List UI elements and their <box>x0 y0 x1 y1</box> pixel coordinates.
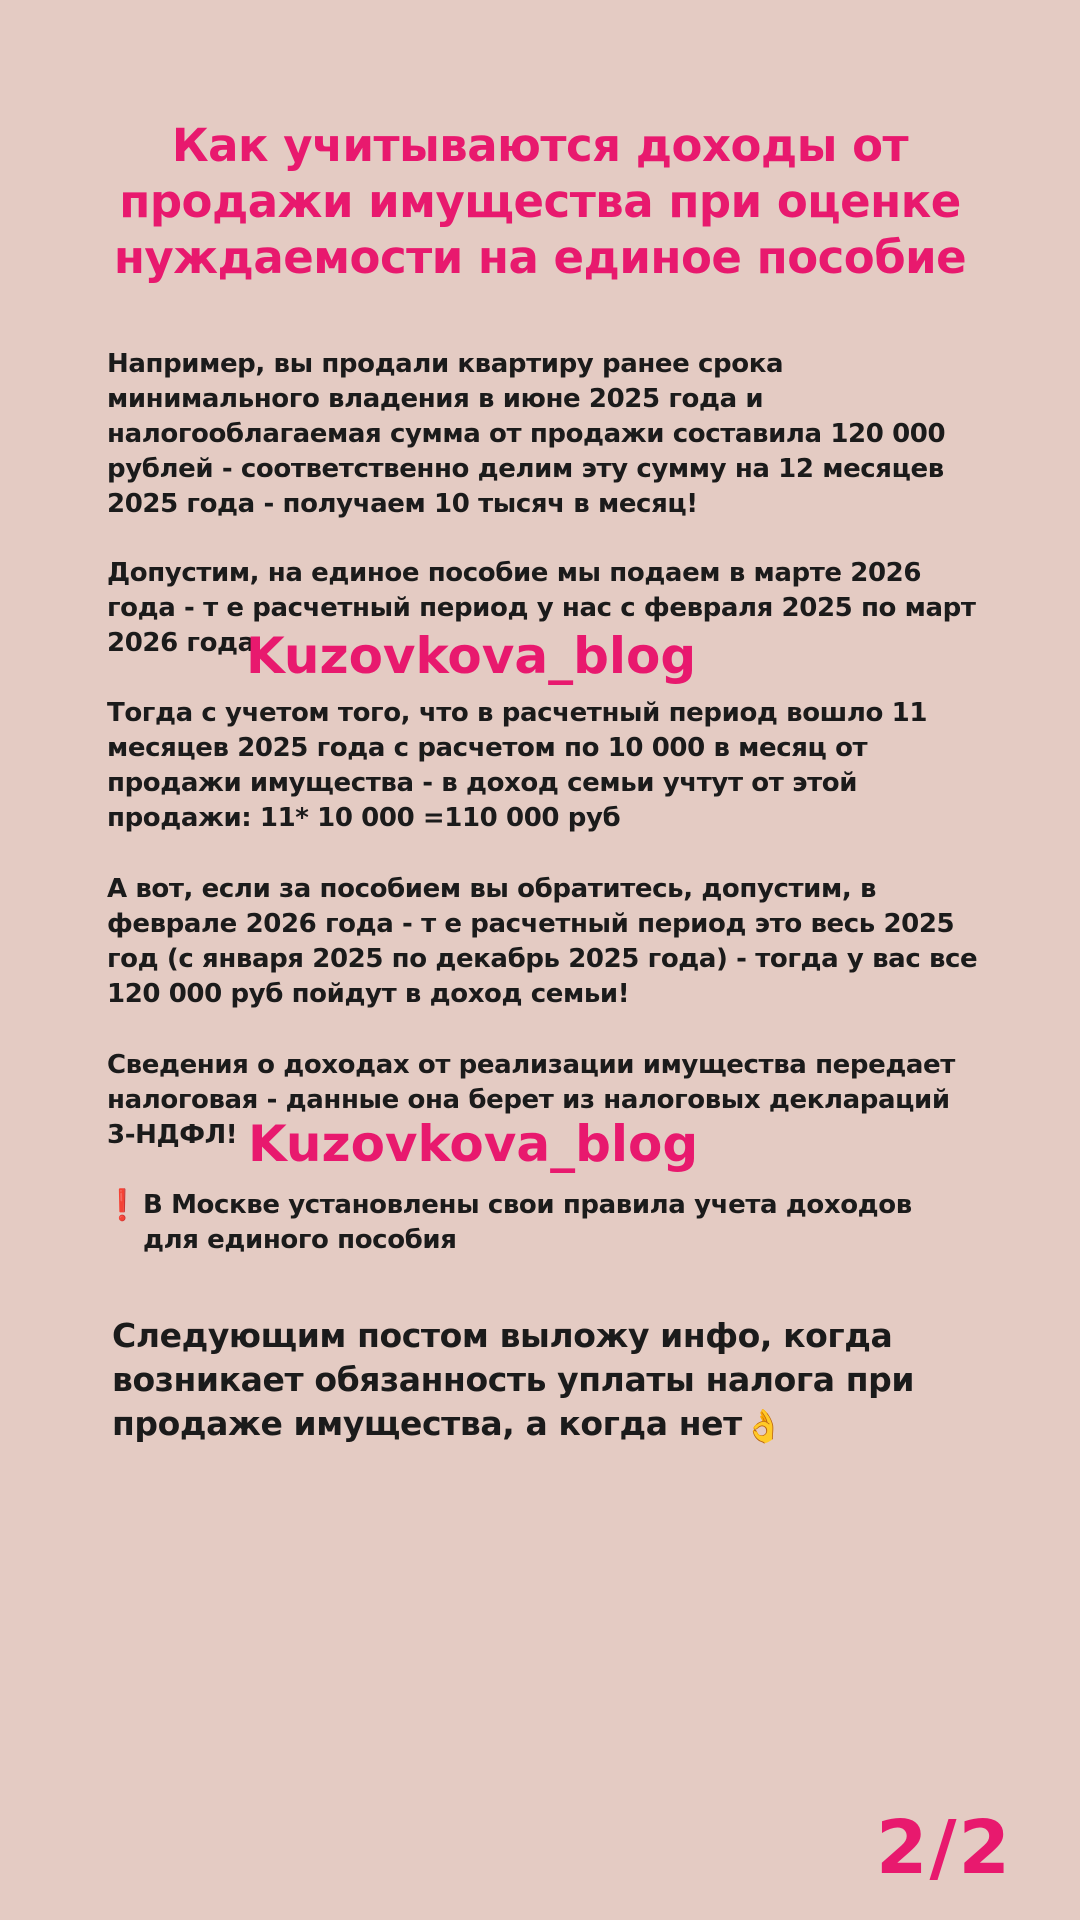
paragraph-example: Например, вы продали квартиру ранее срока минимального владения в июне 2025 года и налогооблагаемая сумма от продажи составила 120 000 рублей - соответственно делим эту сумму на 12 месяцев 2025 года - получаем 10 тысяч в месяц! <box>107 349 946 519</box>
moscow-notice <box>103 1188 1007 1258</box>
paragraph-income-11-months: Тогда с учетом того, что в расчетный период вошло 11 месяцев 2025 года с расчетом по 10 000 в месяц от продажи имущества - в доход семьи учтут от этой продажи: 11* 10 000 =110 000 руб <box>107 698 928 833</box>
ok-hand-icon: 👌 <box>743 1407 784 1445</box>
paragraph-income-full-year: А вот, если за пособием вы обратитесь, допустим, в феврале 2026 года - т е расчетный период это весь 2025 год (с января 2025 по декабрь 2025 года) - тогда у вас все 120 000 руб пойдут в доход семьи! <box>107 874 978 1009</box>
watermark-lower: Kuzovkova_blog <box>248 1115 699 1173</box>
paragraph-tax-data-source: Сведения о доходах от реализации имущества передает налоговая - данные она берет из налоговых деклараций 3-НДФЛ! <box>107 1050 955 1150</box>
next-post-text: Следующим постом выложу инфо, когда возникает обязанность уплаты налога при продаже имущества, а когда нет <box>112 1316 915 1443</box>
watermark-upper: Kuzovkova_blog <box>246 627 697 685</box>
page-title: Как учитываются доходы от продажи имущества при оценке нуждаемости на единое пособие <box>113 119 967 284</box>
exclamation-icon: ❗ <box>103 1188 141 1223</box>
moscow-notice-text: В Москве установлены свои правила учета доходов для единого пособия <box>143 1190 912 1255</box>
next-post-teaser <box>112 1314 992 1446</box>
page-indicator: 2/2 <box>875 1805 1012 1891</box>
paragraph-calculation-period: Допустим, на единое пособие мы подаем в марте 2026 года - т е расчетный период у нас с февраля 2025 по март 2026 года <box>107 558 976 658</box>
